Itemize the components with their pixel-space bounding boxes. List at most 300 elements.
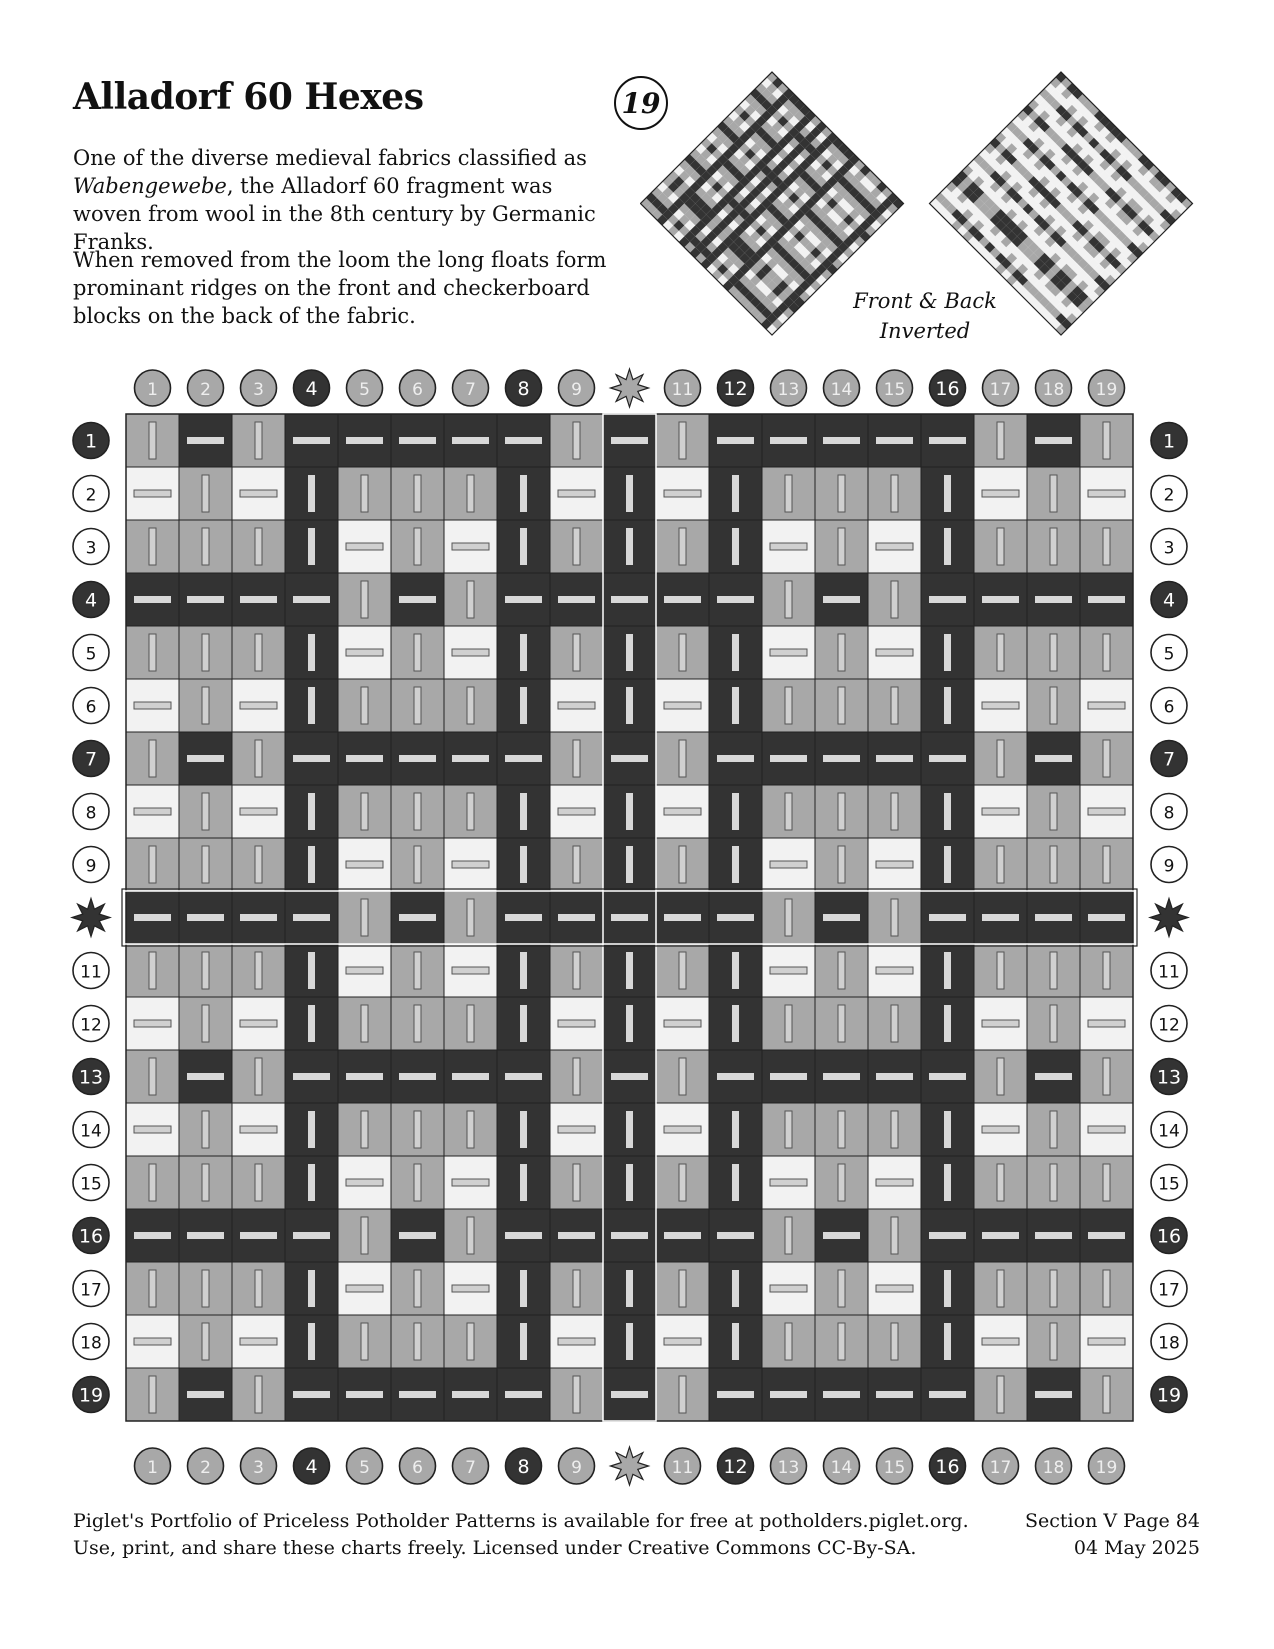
row-label-right-text: 15 [1158,1174,1180,1195]
weft-float-mark [558,1338,595,1345]
weave-cell [550,944,603,997]
warp-float-mark [202,475,209,512]
weave-cell [868,785,921,838]
weft-float-mark [134,1126,171,1133]
warp-float-mark [891,581,898,618]
warp-float-mark [785,1005,792,1042]
weft-float-mark [823,1232,860,1239]
warp-float-mark [573,1058,580,1095]
weave-cell [338,944,391,997]
row-label-right-text: 11 [1158,962,1180,983]
weave-cell [497,679,550,732]
weave-cell [974,1156,1027,1209]
weave-cell [391,467,444,520]
warp-float-mark [149,952,156,989]
weave-cell [179,626,232,679]
row-label-right-text: 12 [1158,1015,1180,1036]
weave-cell [285,997,338,1050]
row-label-left-text: 9 [85,856,97,877]
weave-cell [1080,1315,1133,1368]
warp-float-mark [838,1164,845,1201]
weave-cell [126,467,179,520]
row-label-left [73,635,109,671]
weave-cell [815,1156,868,1209]
warp-float-mark [626,1270,633,1307]
warp-float-mark [732,1005,739,1042]
weave-cell [179,573,232,626]
page-title: Alladorf 60 Hexes [73,76,424,118]
warp-float-mark [361,581,368,618]
warp-float-mark [732,475,739,512]
weave-cell [285,520,338,573]
weave-cell [656,838,709,891]
weave-cell [285,679,338,732]
weave-cell [868,944,921,997]
row-label-left [73,1006,109,1042]
warp-float-mark [1103,1270,1110,1307]
weave-cell [285,891,338,944]
weave-cell [603,1368,656,1421]
weave-cell [444,1103,497,1156]
weft-float-mark [929,1232,966,1239]
weft-float-mark [293,914,330,921]
warp-float-mark [838,634,845,671]
weft-float-mark [452,1285,489,1292]
weave-cell [232,414,285,467]
warp-float-mark [467,1323,474,1360]
weave-cell [868,997,921,1050]
warp-float-mark [361,1111,368,1148]
weft-float-mark [240,490,277,497]
weft-float-mark [240,702,277,709]
column-label-top-text: 6 [412,380,423,400]
weave-cell [709,1368,762,1421]
warp-float-mark [520,1005,527,1042]
weft-float-mark [664,490,701,497]
warp-float-mark [891,1111,898,1148]
column-label-bottom [930,1448,966,1484]
weft-float-mark [876,437,913,444]
weft-float-mark [505,437,542,444]
weave-cell [126,785,179,838]
warp-float-mark [520,846,527,883]
weft-float-mark [1088,808,1125,815]
warp-float-mark [732,528,739,565]
weave-cell [1080,467,1133,520]
row-label-left-text: 17 [80,1280,102,1301]
row-label-right-text: 3 [1163,538,1175,559]
warp-float-mark [255,1376,262,1413]
weave-cell [656,1103,709,1156]
row-label-left-text: 2 [85,485,97,506]
warp-float-mark [944,1270,951,1307]
warp-float-mark [202,952,209,989]
weave-cell [656,467,709,520]
warp-float-mark [520,1270,527,1307]
column-label-top [983,370,1019,406]
weave-cell [1027,732,1080,785]
weft-float-mark [823,914,860,921]
weave-cell [762,1050,815,1103]
weave-cell [391,1368,444,1421]
weave-cell [391,679,444,732]
weave-cell [444,626,497,679]
column-label-top [453,370,489,406]
weave-cell [179,1156,232,1209]
weft-float-mark [611,437,648,444]
row-label-left [73,1165,109,1201]
warp-float-mark [149,740,156,777]
warp-float-mark [997,1164,1004,1201]
weft-float-mark [293,755,330,762]
weave-cell [1080,997,1133,1050]
weave-cell [179,1262,232,1315]
warp-float-mark [785,475,792,512]
row-label-right [1151,688,1187,724]
weave-cell [232,679,285,732]
row-label-right [1151,1324,1187,1360]
warp-float-mark [732,634,739,671]
weft-float-mark [929,914,966,921]
warp-float-mark [202,846,209,883]
weft-float-mark [1035,1073,1072,1080]
warp-float-mark [732,952,739,989]
weave-cell [921,838,974,891]
weave-cell [550,1315,603,1368]
weave-cell [974,1103,1027,1156]
warp-float-mark [997,846,1004,883]
weave-cell [232,785,285,838]
weave-cell [1027,414,1080,467]
weave-cell [391,626,444,679]
warp-float-mark [944,634,951,671]
weave-cell [974,626,1027,679]
warp-float-mark [732,1323,739,1360]
warp-float-mark [838,793,845,830]
warp-float-mark [361,687,368,724]
weave-cell [762,732,815,785]
column-label-bottom [188,1448,224,1484]
warp-float-mark [467,687,474,724]
weave-cell [285,1156,338,1209]
warp-float-mark [308,1323,315,1360]
warp-float-mark [414,1323,421,1360]
column-label-bottom-text: 2 [200,1458,211,1478]
weave-cell [126,944,179,997]
warp-float-mark [1050,1005,1057,1042]
row-label-left-text: 1 [84,430,98,453]
weave-cell [762,1209,815,1262]
weave-cell [550,1368,603,1421]
weave-cell [232,1262,285,1315]
weft-float-mark [876,649,913,656]
weave-cell [709,414,762,467]
weft-float-mark [770,861,807,868]
weave-cell [550,679,603,732]
warp-float-mark [308,1164,315,1201]
weft-float-mark [1088,1338,1125,1345]
weave-cell [338,1103,391,1156]
row-label-left-text: 19 [78,1384,104,1407]
column-label-top-text: 1 [147,380,158,400]
warp-float-mark [944,846,951,883]
weave-cell [868,626,921,679]
weft-float-mark [240,596,277,603]
weave-cell [974,414,1027,467]
column-label-top [930,370,966,406]
weave-cell [921,944,974,997]
column-label-top-text: 12 [723,378,748,400]
warp-float-mark [1103,634,1110,671]
weave-cell [338,838,391,891]
warp-float-mark [414,528,421,565]
weave-cell [762,1315,815,1368]
weft-float-mark [717,755,754,762]
warp-float-mark [573,1164,580,1201]
weave-cell [444,891,497,944]
warp-float-mark [732,1111,739,1148]
column-label-top [559,370,595,406]
weft-float-mark [823,1391,860,1398]
weft-float-mark [452,1391,489,1398]
column-label-top-text: 9 [571,380,582,400]
column-label-top-text: 7 [465,380,476,400]
warp-float-mark [1050,952,1057,989]
weave-cell [550,626,603,679]
weave-cell [497,520,550,573]
weave-cell [126,679,179,732]
column-label-bottom [400,1448,436,1484]
weave-cell [709,679,762,732]
footer-left [73,1508,969,1562]
weave-cell [1027,891,1080,944]
warp-float-mark [997,1058,1004,1095]
weave-cell [550,1209,603,1262]
row-label-right [1151,582,1187,618]
weave-cell [444,944,497,997]
weave-cell [921,626,974,679]
weft-float-mark [876,1391,913,1398]
warp-float-mark [1050,1164,1057,1201]
weave-cell [921,1103,974,1156]
row-label-left [73,529,109,565]
weave-cell [391,785,444,838]
row-label-left [73,953,109,989]
weft-float-mark [505,914,542,921]
warp-float-mark [944,793,951,830]
weave-cell [338,1156,391,1209]
weave-cell [815,1050,868,1103]
weave-cell [762,997,815,1050]
weave-cell [1080,1368,1133,1421]
weave-cell [762,944,815,997]
weave-cell [497,414,550,467]
warp-float-mark [838,1270,845,1307]
weft-float-mark [187,1073,224,1080]
warp-float-mark [891,475,898,512]
warp-float-mark [732,1164,739,1201]
weft-float-mark [346,1073,383,1080]
weave-cell [1080,944,1133,997]
row-label-left-text: 18 [80,1333,102,1354]
weave-cell [603,679,656,732]
column-label-bottom [611,1447,649,1485]
row-label-right [1151,741,1187,777]
weft-float-mark [452,437,489,444]
weave-cell [656,1209,709,1262]
weave-cell [815,626,868,679]
row-label-left [73,582,109,618]
weft-float-mark [929,755,966,762]
weft-float-mark [558,808,595,815]
column-label-bottom-text: 1 [147,1458,158,1478]
weave-cell [974,732,1027,785]
weave-cell [1027,626,1080,679]
warp-float-mark [891,1323,898,1360]
column-label-bottom-text: 17 [989,1458,1012,1478]
weft-float-mark [982,914,1019,921]
weave-cell [391,1050,444,1103]
warp-float-mark [997,1270,1004,1307]
weave-cell [126,1209,179,1262]
weft-float-mark [982,702,1019,709]
weft-float-mark [1088,1126,1125,1133]
weave-cell [497,467,550,520]
weft-float-mark [452,543,489,550]
row-label-left [73,688,109,724]
warp-float-mark [308,1111,315,1148]
weave-cell [126,414,179,467]
weave-cell [126,573,179,626]
weft-float-mark [134,702,171,709]
weave-cell [868,679,921,732]
weave-cell [709,1156,762,1209]
column-label-top [294,370,330,406]
row-label-right-text: 6 [1163,697,1175,718]
warp-float-mark [997,528,1004,565]
warp-float-mark [361,1005,368,1042]
weft-float-mark [1035,1232,1072,1239]
warp-float-mark [520,793,527,830]
weft-float-mark [770,1179,807,1186]
warp-float-mark [1050,793,1057,830]
weave-cell [550,1050,603,1103]
weave-cell [1080,573,1133,626]
row-label-left-text: 6 [85,697,97,718]
weave-cell [921,1209,974,1262]
weave-cell [709,891,762,944]
warp-float-mark [467,1217,474,1254]
warp-float-mark [944,1005,951,1042]
warp-float-mark [626,687,633,724]
weave-cell [656,944,709,997]
weave-cell [391,944,444,997]
weave-cell [444,838,497,891]
weft-float-mark [1035,755,1072,762]
weave-cell [868,1103,921,1156]
warp-float-mark [679,422,686,459]
weave-cell [497,785,550,838]
row-label-right-text: 5 [1163,644,1175,665]
warp-float-mark [732,1270,739,1307]
row-label-right [1151,476,1187,512]
row-label-left-text: 15 [80,1174,102,1195]
weave-cell [179,838,232,891]
warp-float-mark [1050,634,1057,671]
weft-float-mark [1088,1020,1125,1027]
weft-float-mark [664,1126,701,1133]
weave-cell [603,1209,656,1262]
weave-cell [815,944,868,997]
weave-cell [126,732,179,785]
column-label-top [506,370,542,406]
weave-cell [709,838,762,891]
column-label-bottom [877,1448,913,1484]
weave-cell [603,997,656,1050]
row-label-right-text: 19 [1156,1384,1182,1407]
weave-cell [179,997,232,1050]
warp-float-mark [573,528,580,565]
warp-float-mark [1103,422,1110,459]
weave-cell [126,838,179,891]
row-label-left-text: 8 [85,803,97,824]
column-label-top [718,370,754,406]
column-label-bottom-text: 9 [571,1458,582,1478]
weft-float-mark [240,1020,277,1027]
warp-float-mark [308,846,315,883]
warp-float-mark [944,952,951,989]
warp-float-mark [467,793,474,830]
star-icon [611,1447,649,1485]
column-label-bottom-text: 5 [359,1458,370,1478]
warp-float-mark [1050,1323,1057,1360]
warp-float-mark [255,740,262,777]
weft-float-mark [611,1391,648,1398]
row-label-right [1151,1112,1187,1148]
weave-cell [1080,679,1133,732]
weave-cell [550,1156,603,1209]
weave-cell [974,467,1027,520]
weft-float-mark [1088,596,1125,603]
weave-cell [762,1103,815,1156]
weave-cell [868,732,921,785]
weave-cell [391,573,444,626]
weft-float-mark [346,1391,383,1398]
weave-cell [603,573,656,626]
weave-cell [232,1156,285,1209]
warp-float-mark [838,1323,845,1360]
weft-float-mark [134,914,171,921]
weave-cell [921,1156,974,1209]
warp-float-mark [944,1323,951,1360]
row-label-right [1151,529,1187,565]
weft-float-mark [823,596,860,603]
weave-cell [338,1209,391,1262]
warp-float-mark [732,687,739,724]
column-label-bottom [241,1448,277,1484]
row-label-left [73,847,109,883]
weave-cell [921,1262,974,1315]
weft-float-mark [558,702,595,709]
weft-float-mark [929,437,966,444]
weft-float-mark [293,596,330,603]
weave-cell [974,520,1027,573]
weft-float-mark [346,755,383,762]
row-label-left [73,741,109,777]
weave-cell [232,838,285,891]
column-label-bottom [665,1448,701,1484]
warp-float-mark [626,793,633,830]
